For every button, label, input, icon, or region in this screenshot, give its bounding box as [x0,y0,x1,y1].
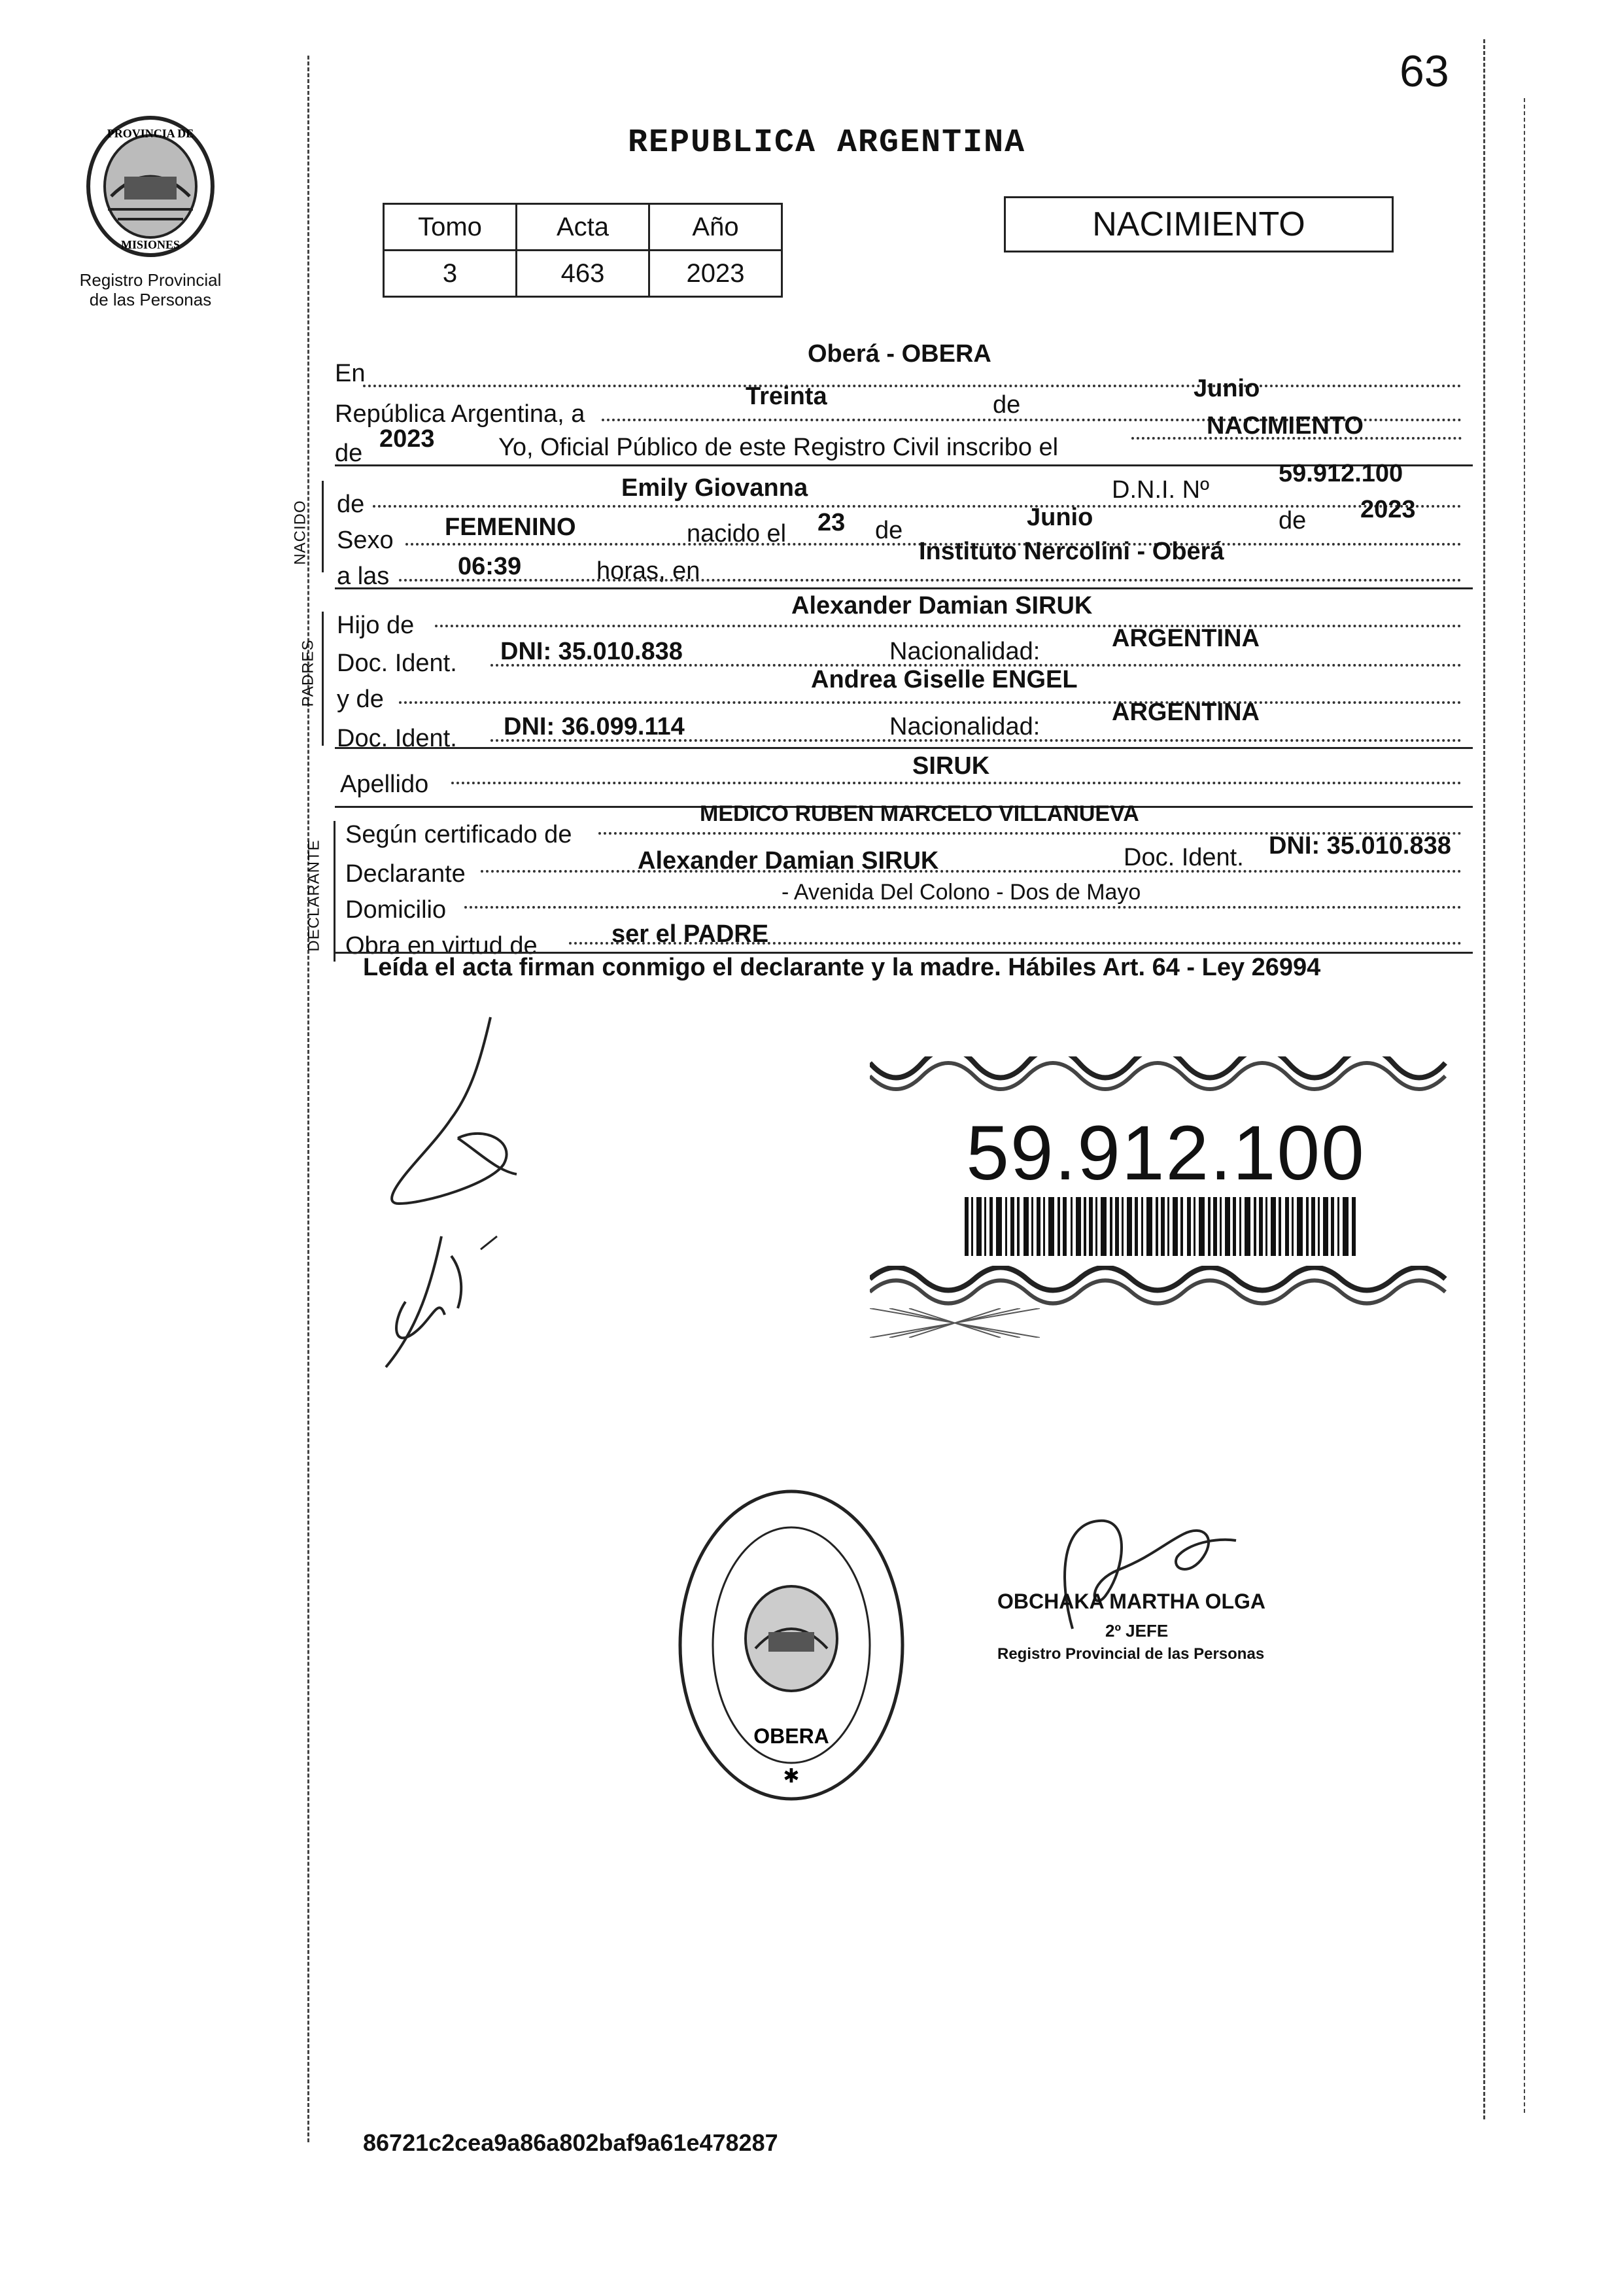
mother-signature-icon [366,1217,510,1387]
de-label: de [337,491,365,518]
document-title: REPUBLICA ARGENTINA [628,124,1026,162]
domicilio-label: Domicilio [345,896,447,924]
dotted-line [1131,437,1462,440]
official-organization: Registro Provincial de las Personas [997,1645,1265,1663]
child-name: Emily Giovanna [621,474,808,502]
dotted-line [435,625,1462,627]
value-acta: 463 [517,251,649,297]
year-value: 2023 [379,425,435,453]
left-margin-line [307,56,309,2142]
y-de-label: y de [337,686,384,713]
de-label: de [1279,507,1307,534]
place-value: Oberá - OBERA [808,340,991,368]
section-divider [335,587,1473,589]
day-value: Treinta [746,383,827,410]
dotted-line [464,906,1462,909]
father-nationality: ARGENTINA [1112,625,1260,652]
official-role: 2º JEFE [1105,1621,1169,1641]
official-signature-icon [1020,1505,1256,1635]
declarant-signature-icon [366,1007,536,1217]
act-type-box: NACIMIENTO [1004,196,1394,252]
birth-time: 06:39 [458,553,522,580]
nacionalidad-label: Nacionalidad: [889,713,1040,740]
a-las-label: a las [337,563,390,590]
obra-value: ser el PADRE [611,920,769,948]
svg-text:PROVINCIA DE: PROVINCIA DE [107,127,194,140]
mother-nationality: ARGENTINA [1112,699,1260,726]
official-name: OBCHAKA MARTHA OLGA [997,1590,1266,1613]
svg-text:OBERA: OBERA [753,1724,829,1748]
sexo-label: Sexo [337,527,394,554]
father-name: Alexander Damian SIRUK [791,592,1093,619]
dotted-line [399,579,1462,582]
de-label: de [875,517,903,544]
security-pattern-icon [870,1308,1040,1338]
dni-sticker [870,1056,1462,1338]
mother-name: Andrea Giselle ENGEL [811,666,1078,693]
svg-text:MISIONES: MISIONES [120,238,181,251]
doc-ident-label: Doc. Ident. [337,725,457,752]
value-tomo: 3 [384,251,517,297]
de2-label: de [335,440,363,467]
birth-year: 2023 [1360,496,1416,523]
header-anio: Año [649,204,782,251]
certificate-value: MEDICO RUBEN MARCELO VILLANUEVA [700,801,1139,826]
doc-ident-label: Doc. Ident. [337,650,457,677]
birth-place: Instituto Nercolini - Oberá [919,538,1224,565]
surname-value: SIRUK [912,752,990,780]
birth-day: 23 [817,509,846,536]
dotted-line [490,739,1462,742]
statement-text: Yo, Oficial Público de este Registro Civil inscribo el [498,434,1059,461]
father-doc: DNI: 35.010.838 [500,638,683,665]
child-dni: 59.912.100 [1279,460,1403,487]
value-anio: 2023 [649,251,782,297]
event-value: NACIMIENTO [1207,412,1364,440]
mother-doc: DNI: 36.099.114 [504,713,685,740]
dotted-line [363,385,1462,387]
declarante-label: Declarante [345,860,466,888]
logo-caption-line2: de las Personas [89,290,212,309]
official-stamp-icon [674,1482,909,1809]
declarante-section-label: DECLARANTE [305,839,323,952]
logo-caption-line1: Registro Provincial [79,270,222,290]
dotted-line [569,942,1462,945]
declarant-doc: DNI: 35.010.838 [1269,832,1451,860]
obra-label: Obra en virtud de [345,932,538,960]
address-value: - Avenida Del Colono - Dos de Mayo [782,880,1141,905]
padres-bracket [322,612,324,746]
section-divider [335,747,1473,749]
page-number: 63 [1400,46,1449,96]
nacionalidad-label: Nacionalidad: [889,638,1040,665]
guilloche-pattern-icon [870,1266,1462,1306]
nacido-el-label: nacido el [687,520,787,548]
sex-value: FEMENINO [445,513,576,541]
dni-label: D.N.I. Nº [1112,476,1209,504]
hijo-de-label: Hijo de [337,612,415,639]
registry-table [383,203,783,298]
padres-section-label: PADRES [299,639,317,707]
barcode-icon [965,1197,1357,1256]
declarante-bracket [334,821,335,962]
republica-label: República Argentina, a [335,400,585,428]
dotted-line [481,870,1462,873]
far-right-edge-line [1524,98,1525,2113]
dni-stamp-number: 59.912.100 [966,1110,1366,1196]
dotted-line [399,701,1462,704]
provincial-seal-icon [78,111,222,262]
doc-ident-label: Doc. Ident. [1124,844,1244,871]
certificado-label: Según certificado de [345,821,572,848]
registry-logo [65,111,235,309]
header-acta: Acta [517,204,649,251]
de-label: de [993,391,1021,419]
dotted-line [451,782,1462,784]
guilloche-pattern-icon [870,1056,1462,1097]
month-value: Junio [1194,375,1260,402]
svg-text:✱: ✱ [783,1765,800,1787]
declarant-name: Alexander Damian SIRUK [638,847,939,875]
nacido-bracket [322,481,324,572]
apellido-label: Apellido [340,771,429,798]
closing-statement: Leída el acta firman conmigo el declarante y la madre. Hábiles Art. 64 - Ley 26994 [363,954,1321,981]
right-margin-line [1483,39,1485,2119]
header-tomo: Tomo [384,204,517,251]
en-label: En [335,360,366,387]
horas-label: horas, en [596,557,700,585]
birth-month: Junio [1027,504,1093,531]
document-hash: 86721c2cea9a86a802baf9a61e478287 [363,2129,778,2156]
nacido-section-label: NACIDO [291,500,309,565]
